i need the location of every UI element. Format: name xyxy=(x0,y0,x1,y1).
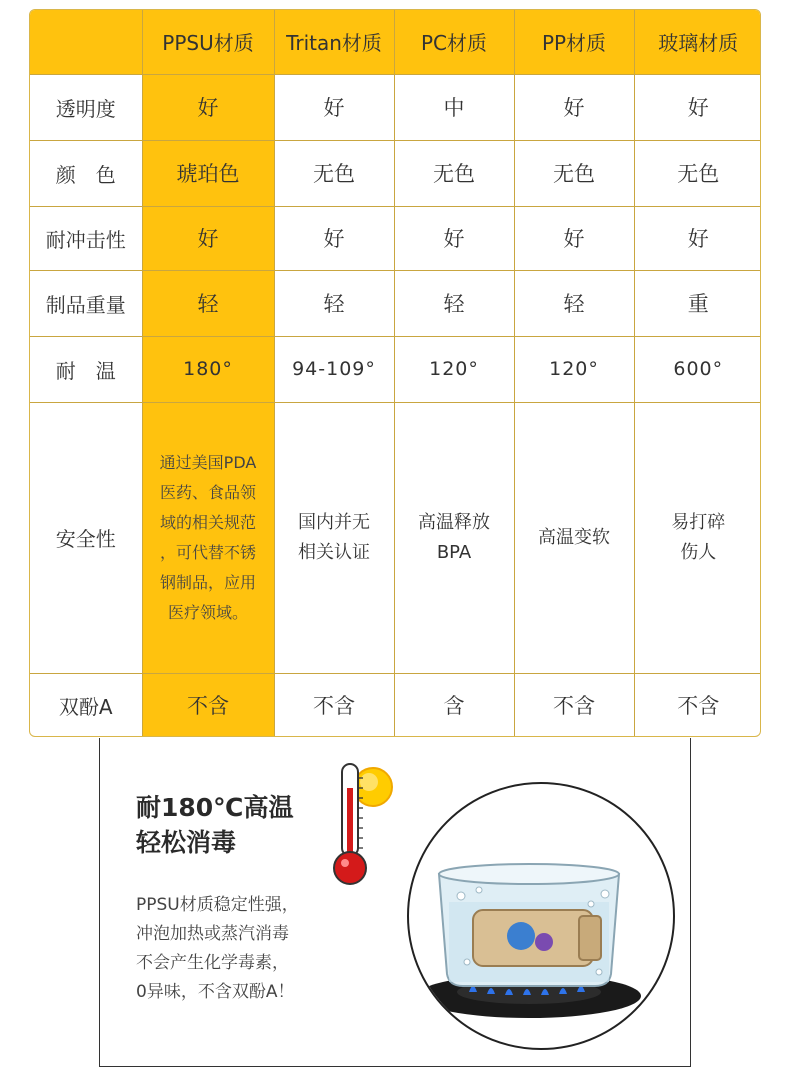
header-pp: PP材质 xyxy=(514,10,634,74)
thermometer-icon xyxy=(329,760,399,890)
sun-icon xyxy=(354,768,392,806)
row-label: 耐冲击性 xyxy=(30,206,142,270)
table-cell: 无色 xyxy=(274,140,394,206)
table-cell: 好 xyxy=(514,74,634,140)
table-row xyxy=(30,402,761,673)
table-row xyxy=(30,74,761,140)
table-cell: 无色 xyxy=(634,140,761,206)
table-cell: 不含 xyxy=(274,673,394,737)
cell-line: ，可代替不锈 xyxy=(159,542,256,562)
table-cell: 120° xyxy=(514,336,634,402)
table-cell xyxy=(274,402,394,673)
table-cell: 不含 xyxy=(634,673,761,737)
row-label: 透明度 xyxy=(30,74,142,140)
cell-line: 国内并无 xyxy=(298,511,370,533)
row-label: 安全性 xyxy=(30,402,142,673)
table-cell: 好 xyxy=(634,206,761,270)
table-cell xyxy=(514,402,634,673)
cell-line: 相关认证 xyxy=(298,541,370,563)
cell-line: 医疗领域。 xyxy=(167,602,248,622)
table-cell: 好 xyxy=(274,74,394,140)
row-label: 颜 色 xyxy=(30,140,142,206)
row-label: 耐 温 xyxy=(30,336,142,402)
table-cell: 含 xyxy=(394,673,514,737)
table-cell: 好 xyxy=(142,206,274,270)
table-row xyxy=(30,140,761,206)
promo-body-line: 冲泡加热或蒸汽消毒 xyxy=(136,924,289,944)
promo-body-line: 0异味，不含双酚A！ xyxy=(136,982,295,1002)
table-cell xyxy=(142,402,274,673)
cell-line: 高温释放 xyxy=(418,511,490,533)
row-label: 双酚A xyxy=(30,673,142,737)
cell-line: 通过美国PDA xyxy=(159,452,257,472)
table-cell: 无色 xyxy=(394,140,514,206)
cell-line: 医药、食品领 xyxy=(159,482,256,502)
promo-card xyxy=(99,738,691,1067)
header-glass: 玻璃材质 xyxy=(634,10,761,74)
table-cell: 好 xyxy=(142,74,274,140)
table-cell: 94-109° xyxy=(274,336,394,402)
header-tritan: Tritan材质 xyxy=(274,10,394,74)
table-cell: 不含 xyxy=(514,673,634,737)
promo-title-line: 轻松消毒 xyxy=(136,828,237,857)
table-cell xyxy=(634,402,761,673)
table-cell: 轻 xyxy=(274,270,394,336)
table-cell: 120° xyxy=(394,336,514,402)
table-row xyxy=(30,206,761,270)
table-cell: 600° xyxy=(634,336,761,402)
bottle-boiling-illustration xyxy=(409,784,673,1048)
header-row xyxy=(30,10,761,74)
promo-body-line: 不会产生化学毒素， xyxy=(136,953,289,973)
corner-cell xyxy=(30,10,142,74)
row-label: 制品重量 xyxy=(30,270,142,336)
cell-line: 高温变软 xyxy=(538,526,610,548)
table-cell: 轻 xyxy=(394,270,514,336)
table-cell: 好 xyxy=(394,206,514,270)
table-cell: 不含 xyxy=(142,673,274,737)
table-cell: 中 xyxy=(394,74,514,140)
cell-line: 钢制品，应用 xyxy=(159,572,256,592)
header-pc: PC材质 xyxy=(394,10,514,74)
table-cell: 轻 xyxy=(514,270,634,336)
table-cell: 轻 xyxy=(142,270,274,336)
cell-line: 域的相关规范 xyxy=(159,512,256,532)
table-cell: 好 xyxy=(634,74,761,140)
comparison-table xyxy=(29,9,761,737)
table-cell: 琥珀色 xyxy=(142,140,274,206)
cell-line: 伤人 xyxy=(680,541,717,563)
product-photo xyxy=(407,782,675,1050)
table-cell: 好 xyxy=(514,206,634,270)
header-ppsu: PPSU材质 xyxy=(142,10,274,74)
promo-title xyxy=(136,790,293,860)
table-row xyxy=(30,673,761,737)
table-cell: 好 xyxy=(274,206,394,270)
table-cell xyxy=(394,402,514,673)
table-cell: 重 xyxy=(634,270,761,336)
table-cell: 无色 xyxy=(514,140,634,206)
table-row xyxy=(30,270,761,336)
promo-title-line: 耐180℃高温 xyxy=(136,793,294,822)
table-cell: 180° xyxy=(142,336,274,402)
table-row xyxy=(30,336,761,402)
cell-line: BPA xyxy=(436,541,472,563)
promo-body-line: PPSU材质稳定性强， xyxy=(136,895,299,915)
promo-body xyxy=(136,891,299,1007)
cell-line: 易打碎 xyxy=(671,511,726,533)
